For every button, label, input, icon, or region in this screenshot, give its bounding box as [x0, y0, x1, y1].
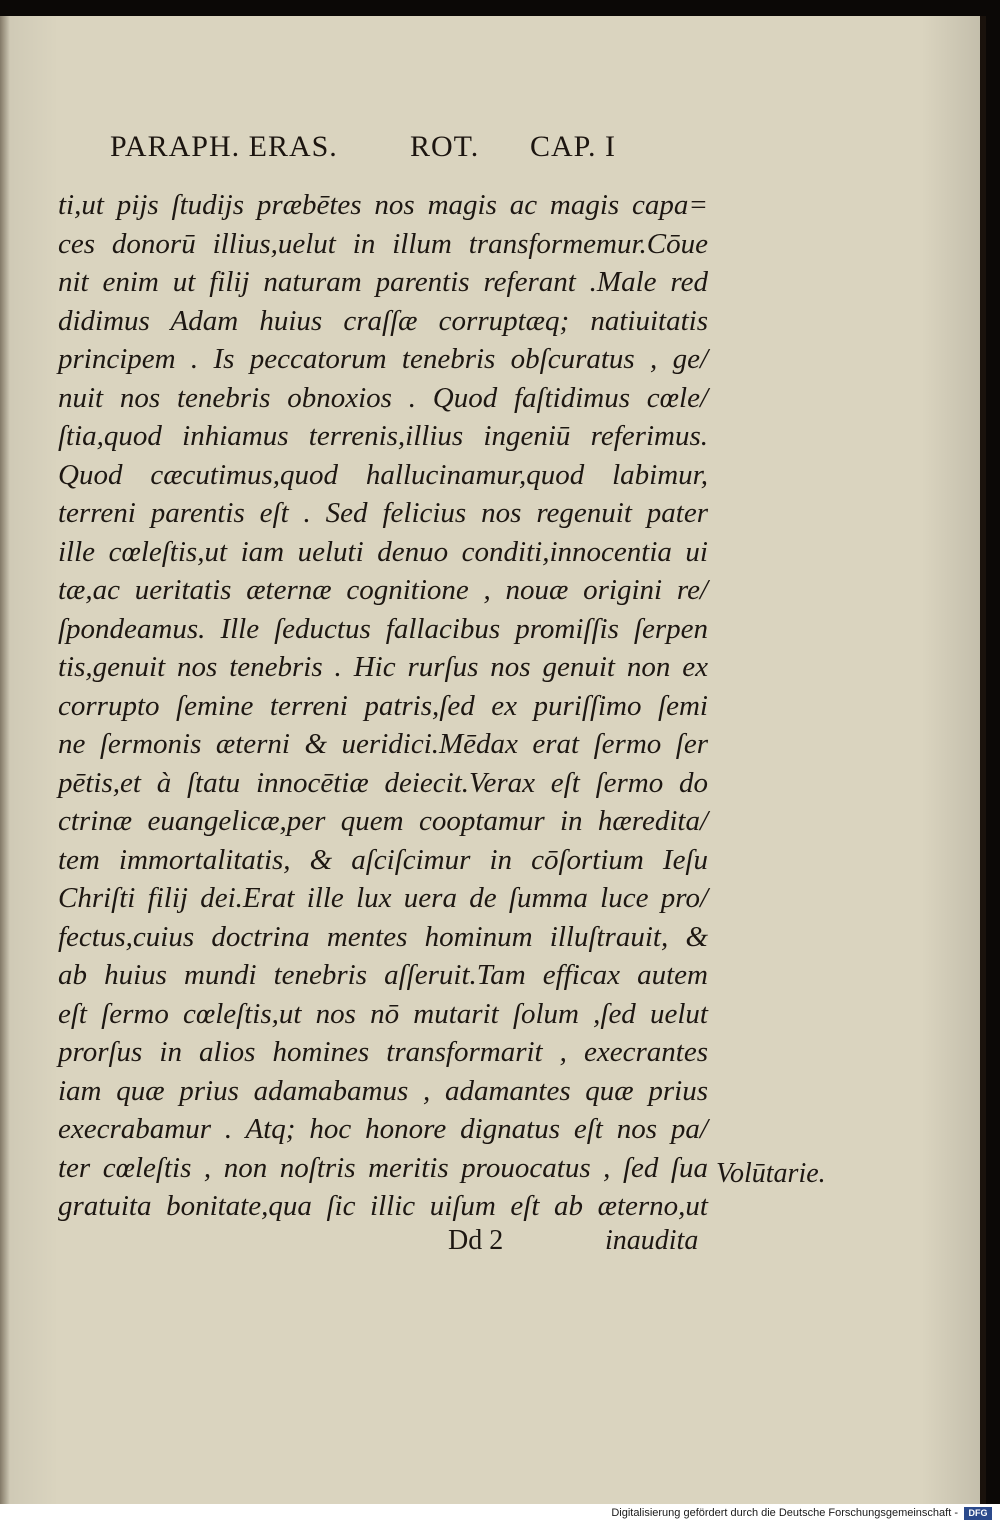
text-line: tis,genuit nos tenebris . Hic rurſus nos genuit non ex — [58, 651, 708, 683]
text-line: corrupto ſemine terreni patris,ſed ex puriſſimo ſemi — [58, 689, 708, 722]
signature-mark: Dd 2 — [448, 1225, 504, 1256]
header-left: PARAPH. ERAS. — [110, 130, 338, 163]
dfg-logo: DFG — [964, 1507, 992, 1520]
text-line: Quod cæcutimus,quod hallucinamur,quod labimur, — [58, 458, 708, 491]
text-line: ſpondeamus. Ille ſeductus fallacibus promiſſis ſerpen — [58, 612, 708, 645]
text-line: tem immortalitatis, & aſciſcimur in cōſortium Ieſu — [58, 843, 708, 876]
text-line: prorſus in alios homines transformarit , execrantes — [58, 1036, 708, 1068]
margin-note: Volūtarie. — [716, 1158, 826, 1189]
footer-credit: Digitalisierung gefördert durch die Deutsche Forschungsgemeinschaft - — [611, 1507, 958, 1519]
text-line: Chriſti filij dei.Erat ille lux uera de ſumma luce pro/ — [58, 882, 708, 914]
text-line: eſt ſermo cœleſtis,ut nos nō mutarit ſolum ,ſed uelut — [58, 997, 708, 1030]
text-line: pētis,et à ſtatu innocētiæ deiecit.Verax eſt ſermo do — [58, 766, 708, 799]
body-text — [58, 186, 708, 1226]
text-line: execrabamur . Atq; hoc honore dignatus eſt nos pa/ — [58, 1113, 708, 1145]
header-middle: ROT. — [410, 130, 480, 163]
text-line: ſtia,quod inhiamus terrenis,illius ingeniū referimus. — [58, 420, 708, 452]
catchword: inaudita — [605, 1225, 699, 1256]
page-gutter-shadow — [0, 16, 10, 1504]
text-line: iam quæ prius adamabamus , adamantes quæ prius — [58, 1074, 708, 1107]
text-line: ti,ut pijs ſtudijs præbētes nos magis ac magis capa= — [58, 189, 708, 221]
text-line: ab huius mundi tenebris aſſeruit.Tam efficax autem — [58, 959, 708, 991]
text-line: ne ſermonis æterni & ueridici.Mēdax erat ſermo ſer — [58, 728, 708, 760]
text-line: nuit nos tenebris obnoxios . Quod faſtidimus cœle/ — [58, 381, 708, 414]
text-line: ter cœleſtis , non noſtris meritis prouocatus , ſed ſua — [58, 1151, 708, 1184]
text-line: principem . Is peccatorum tenebris obſcuratus , ge/ — [58, 343, 708, 375]
text-line: nit enim ut filij naturam parentis referant .Male red — [58, 266, 708, 298]
running-header — [110, 130, 670, 170]
text-line: fectus,cuius doctrina mentes hominum illuſtrauit, & — [58, 920, 708, 953]
text-line: ces donorū illius,uelut in illum transformemur.Cōue — [58, 227, 708, 260]
text-line: gratuita bonitate,qua ſic illic uiſum eſt ab æterno,ut — [58, 1190, 708, 1222]
text-line: terreni parentis eſt . Sed felicius nos regenuit pater — [58, 497, 708, 529]
text-line: ille cœleſtis,ut iam ueluti denuo conditi,innocentia ui — [58, 535, 708, 568]
text-line: ctrinæ euangelicæ,per quem cooptamur in hæredita/ — [58, 805, 708, 837]
header-right: CAP. I — [530, 130, 617, 163]
text-line: didimus Adam huius craſſæ corruptæq; natiuitatis — [58, 304, 708, 337]
text-line: tæ,ac ueritatis æternæ cognitione , nouæ origini re/ — [58, 574, 708, 606]
